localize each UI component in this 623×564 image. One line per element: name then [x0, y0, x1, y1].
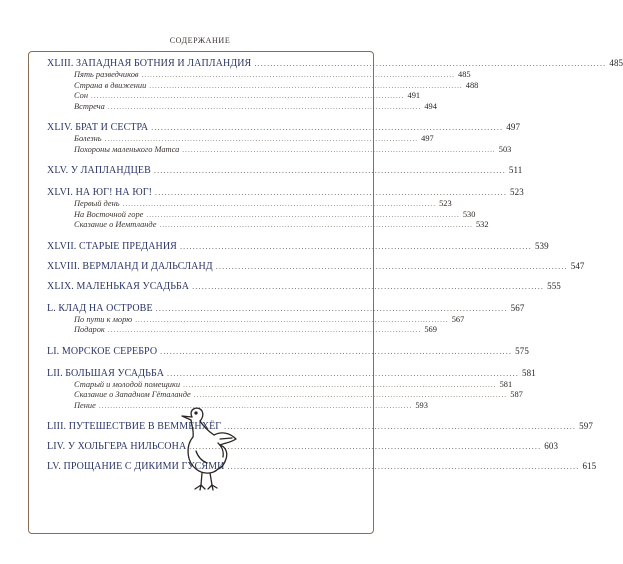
subsection-page: 567 [451, 314, 465, 324]
dot-leader: .............................................................................................................. [179, 241, 532, 251]
chapter-page: 523 [510, 187, 524, 197]
dot-leader: .............................................................................................................. [227, 462, 580, 471]
subsection-title: Подарок [74, 325, 105, 334]
chapter-title: XLVIII. ВЕРМЛАНД И ДАЛЬСЛАНД [47, 260, 213, 272]
subsection-entry[interactable] [47, 209, 476, 221]
page-header: СОДЕРЖАНИЕ [169, 36, 231, 45]
entry-spacer [47, 358, 356, 367]
chapter-title: XLVII. СТАРЫЕ ПРЕДАНИЯ [47, 240, 177, 252]
dot-leader: .............................................................................................................. [153, 166, 506, 175]
subsection-title: Старый и молодой помещики [74, 379, 181, 389]
subsection-entry[interactable] [47, 134, 434, 145]
dot-leader: .............................................................................................................. [183, 380, 497, 389]
subsection-entry[interactable] [47, 325, 437, 336]
chapter-page: 603 [544, 441, 559, 451]
subsection-page: 569 [424, 325, 437, 334]
dot-leader: .............................................................................................................. [91, 92, 405, 100]
dot-leader: .............................................................................................................. [167, 368, 520, 378]
chapter-entry[interactable] [47, 302, 525, 315]
entry-spacer [47, 155, 356, 164]
dot-leader: .............................................................................................................. [254, 59, 607, 68]
subsection-page: 532 [475, 220, 489, 229]
chapter-entry[interactable] [47, 240, 549, 253]
subsection-page: 485 [458, 70, 471, 79]
subsection-title: Похороны маленького Матса [74, 144, 180, 154]
subsection-entry[interactable] [47, 101, 437, 113]
goose-icon [174, 403, 240, 499]
subsection-entry[interactable] [47, 390, 523, 401]
chapter-page: 581 [522, 367, 536, 378]
subsection-title: Первый день [74, 199, 120, 208]
subsection-title: Страна в движении [74, 80, 147, 90]
chapter-title: LII. БОЛЬШАЯ УСАДЬБА [47, 367, 165, 379]
chapter-entry[interactable] [47, 367, 536, 380]
chapter-page: 539 [534, 240, 549, 251]
subsection-title: Сон [74, 91, 88, 100]
dot-leader: .............................................................................................................. [151, 123, 504, 132]
subsection-page: 494 [424, 101, 437, 111]
chapter-entry[interactable] [47, 121, 521, 134]
dot-leader: .............................................................................................................. [155, 303, 508, 313]
dot-leader: .............................................................................................................. [160, 346, 513, 356]
dot-leader: .............................................................................................................. [193, 391, 508, 399]
chapter-title: LV. ПРОЩАНИЕ С ДИКИМИ ГУСЯМИ [47, 461, 225, 472]
dot-leader: .............................................................................................................. [107, 326, 422, 334]
subsection-title: Болезнь [74, 134, 102, 143]
subsection-page: 503 [498, 144, 512, 154]
chapter-entry[interactable] [47, 280, 561, 293]
dot-leader: .............................................................................................................. [104, 135, 419, 143]
subsection-entry[interactable] [47, 220, 489, 231]
dot-leader: .............................................................................................................. [192, 281, 545, 291]
chapter-page: 575 [515, 345, 529, 356]
subsection-entry[interactable] [47, 144, 512, 156]
dot-leader: .............................................................................................................. [224, 422, 577, 431]
chapter-entry[interactable] [47, 345, 529, 358]
subsection-entry[interactable] [47, 199, 452, 210]
subsection-entry[interactable] [47, 314, 465, 326]
chapter-title: LI. МОРСКОЕ СЕРЕБРО [47, 345, 158, 357]
chapter-entry[interactable] [47, 186, 524, 199]
chapter-page: 615 [582, 461, 597, 471]
subsection-page: 497 [421, 134, 434, 143]
subsection-page: 488 [465, 80, 479, 90]
subsection-title: Встреча [74, 101, 105, 111]
subsection-title: На Восточной горе [74, 209, 144, 219]
subsection-entry[interactable] [47, 80, 479, 92]
dot-leader: .............................................................................................................. [155, 188, 508, 197]
subsection-entry[interactable] [47, 91, 421, 102]
chapter-entry[interactable] [47, 260, 585, 273]
dot-leader: .............................................................................................................. [98, 401, 413, 410]
chapter-page: 555 [547, 280, 561, 291]
dot-leader: .............................................................................................................. [149, 81, 463, 90]
dot-leader: .............................................................................................................. [122, 200, 437, 208]
subsection-title: Пять разведчиков [74, 70, 139, 79]
subsection-title: Сказание о Западном Гёталанде [74, 390, 191, 399]
subsection-page: 530 [462, 209, 476, 219]
subsection-title: Сказание о Иемтланде [74, 220, 157, 229]
chapter-title: XLIV. БРАТ И СЕСТРА [47, 122, 149, 133]
chapter-title: XLV. У ЛАПЛАНДЦЕВ [47, 165, 151, 176]
entry-spacer [47, 293, 356, 302]
chapter-title: XLIII. ЗАПАДНАЯ БОТНИЯ И ЛАПЛАНДИЯ [47, 58, 252, 69]
chapter-title: XLIX. МАЛЕНЬКАЯ УСАДЬБА [47, 280, 190, 292]
chapter-page: 567 [510, 302, 525, 313]
subsection-page: 491 [407, 91, 421, 100]
dot-leader: .............................................................................................................. [146, 210, 460, 219]
entry-spacer [47, 336, 356, 345]
subsection-page: 581 [499, 379, 513, 389]
chapter-title: XLVI. НА ЮГ! НА ЮГ! [47, 187, 153, 198]
chapter-page: 511 [508, 165, 523, 175]
subsection-page: 593 [415, 400, 428, 410]
subsection-page: 587 [510, 390, 523, 399]
dot-leader: .............................................................................................................. [215, 261, 568, 271]
chapter-entry[interactable] [47, 164, 523, 177]
subsection-title: Пение [74, 400, 96, 410]
dot-leader: .............................................................................................................. [135, 315, 449, 324]
chapter-entry[interactable] [47, 57, 623, 70]
chapter-page: 547 [570, 260, 585, 271]
subsection-entry[interactable] [47, 379, 513, 391]
chapter-title: LIII. ПУТЕШЕСТВИЕ В ВЕММЕНХЁГ [47, 421, 222, 432]
entry-spacer [47, 273, 356, 280]
dot-leader: .............................................................................................................. [141, 71, 456, 79]
chapter-title: LIV. У ХОЛЬГЕРА НИЛЬСОНА [47, 441, 187, 452]
entry-spacer [47, 112, 356, 121]
dot-leader: .............................................................................................................. [182, 145, 496, 154]
dot-leader: .............................................................................................................. [159, 221, 473, 229]
entry-spacer [47, 231, 356, 240]
chapter-page: 597 [579, 421, 593, 431]
chapter-page: 497 [506, 122, 521, 132]
subsection-title: По пути к морю [74, 314, 133, 324]
entry-spacer [47, 177, 356, 186]
subsection-page: 523 [439, 199, 452, 208]
chapter-page: 485 [609, 58, 623, 68]
dot-leader: .............................................................................................................. [107, 102, 422, 111]
subsection-entry[interactable] [47, 70, 471, 81]
dot-leader: .............................................................................................................. [189, 442, 542, 451]
entry-spacer [47, 253, 356, 260]
chapter-title: L. КЛАД НА ОСТРОВЕ [47, 302, 153, 314]
